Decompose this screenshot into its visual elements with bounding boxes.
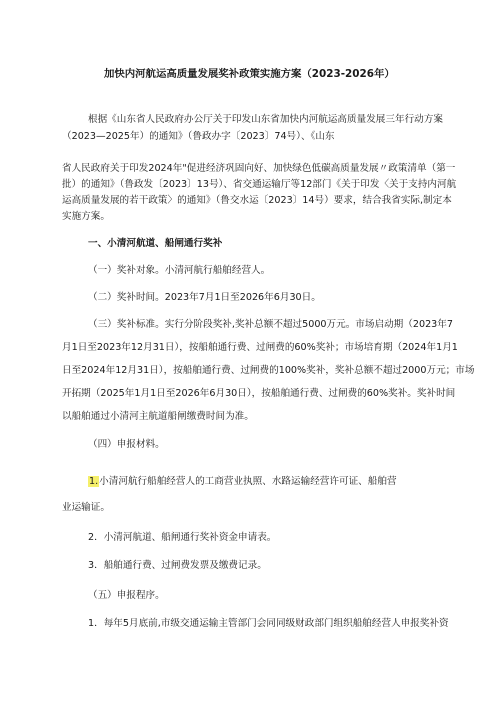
intro-line-3: 省人民政府关于印发2024年"促进经济巩固向好、加快绿色低碳高质量发展〃政策清单（第一: [62, 163, 456, 174]
item-3-line-5: 以船舶通过小清河主航道船闸缴费时间为准。: [62, 411, 254, 422]
procedure-1: 1．每年5月底前,市级交通运输主管部门会同同级财政部门组织船舶经营人申报奖补资: [88, 618, 449, 629]
item-1: （一）奖补对象。小清河航行船舶经营人。: [88, 265, 271, 276]
intro-line-2: （2023—2025年）的通知》（鲁政办字〔2023〕74号）、《山东: [62, 131, 335, 142]
section-1-heading: 一、小清河航道、船闸通行奖补: [88, 238, 223, 249]
item-3-line-4: 开拓期（2025年1月1日至2026年6月30日），按船舶通行费、过闸费的60%奖补。奖补时间: [62, 388, 456, 399]
intro-line-6: 实施方案。: [62, 211, 110, 222]
material-1-text: 小清河航行船舶经营人的工商营业执照、水路运输经营许可证、船舶营: [99, 476, 397, 487]
item-4-heading: （四）申报材料。: [88, 439, 165, 450]
item-5-heading: （五）申报程序。: [88, 590, 165, 601]
item-3-line-2: 月1日至2023年12月31日），按船舶通行费、过闸费的60%奖补；市场培育期（2024年1月1: [62, 342, 458, 353]
intro-line-5: 运高质量发展的若干政策〉的通知》（鲁交水运〔2023〕14号）要求，结合我省实际,制定本: [62, 195, 452, 206]
item-3-line-3: 日至2024年12月31日），按船舶通行费、过闸费的100%奖补，奖补总额不超过2000万元；市场: [62, 365, 475, 376]
document-title: 加快内河航运高质量发展奖补政策实施方案（2023-2026年）: [104, 68, 395, 80]
item-3-line-1: （三）奖补标准。实行分阶段奖补,奖补总额不超过5000万元。市场启动期（2023年7: [88, 319, 453, 330]
material-1: [88, 476, 397, 488]
material-1-number-highlight: 1.: [89, 476, 99, 487]
item-2: （二）奖补时间。2023年7月1日至2026年6月30日。: [88, 292, 321, 303]
intro-line-1: 根据《山东省人民政府办公厅关于印发山东省加快内河航运高质量发展三年行动方案: [88, 114, 443, 125]
material-2: 2．小清河航道、船闸通行奖补资金申请表。: [88, 532, 277, 543]
material-1-continued: 业运输证。: [62, 502, 110, 513]
intro-line-4: 批）的通知》（鲁政发〔2023〕13号）、省交通运输厅等12部门《关于印发〈关于支持内河航: [62, 179, 457, 190]
material-3: 3．船舶通行费、过闸费发票及缴费记录。: [88, 560, 267, 571]
